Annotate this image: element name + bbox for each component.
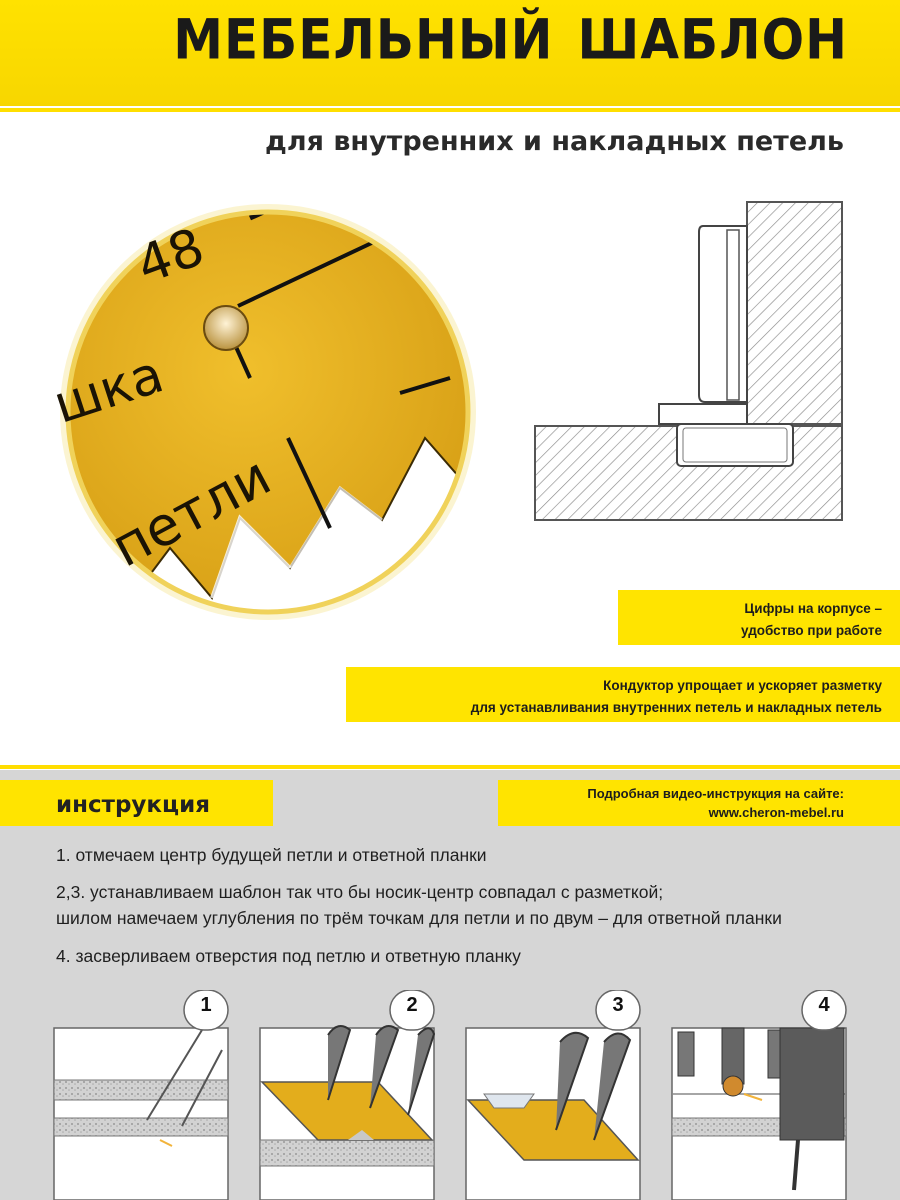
video-note (498, 780, 900, 826)
step-2-text: 2,3. устанавливаем шаблон так что бы носик-центр совпадал с разметкой; (56, 882, 664, 902)
panel-4-number: 4 (818, 994, 830, 1016)
title-word-1: МЕБЕЛЬНЫЙ (173, 8, 554, 72)
jig-note-line2: для устанавливания внутренних петель и накладных петель (470, 700, 882, 715)
jig-note-line1: Кондуктор упрощает и ускоряет разметку (603, 678, 882, 693)
step-panel-4 (670, 990, 848, 1200)
panel-1-number: 1 (200, 994, 212, 1016)
step-panel-2 (258, 990, 436, 1200)
panel-2-number: 2 (406, 994, 418, 1016)
numbers-note-line2: удобство при работе (741, 623, 882, 638)
step-1-text: 1. отмечаем центр будущей петли и ответной планки (56, 845, 487, 865)
panel-3-number: 3 (612, 994, 624, 1016)
instructions-divider (0, 765, 900, 769)
step-4-text: 4. засверливаем отверстия под петлю и ответную планку (56, 946, 521, 966)
closeup-number: 48 (129, 217, 212, 297)
instructions-label: инструкция (0, 780, 273, 826)
template-closeup (40, 188, 480, 638)
jig-note (346, 667, 900, 722)
step-panel-3 (464, 990, 642, 1200)
title-word-2: ШАБЛОН (577, 8, 848, 72)
video-url: www.cheron-mebel.ru (708, 805, 844, 820)
title-band (0, 0, 900, 108)
numbers-note (618, 590, 900, 645)
subtitle: для внутренних и накладных петель (265, 126, 844, 157)
title-underline (0, 106, 900, 112)
closeup-label-bottom: петли (101, 444, 281, 580)
video-note-line1: Подробная видео-инструкция на сайте: (587, 786, 844, 801)
main-title (173, 8, 848, 72)
step-3-text: шилом намечаем углубления по трём точкам для петли и по двум – для ответной планки (56, 908, 782, 928)
numbers-note-line1: Цифры на корпусе – (744, 601, 882, 616)
closeup-label-top: шка (46, 344, 171, 436)
step-panel-1 (52, 990, 230, 1200)
hinge-diagram (515, 190, 850, 530)
